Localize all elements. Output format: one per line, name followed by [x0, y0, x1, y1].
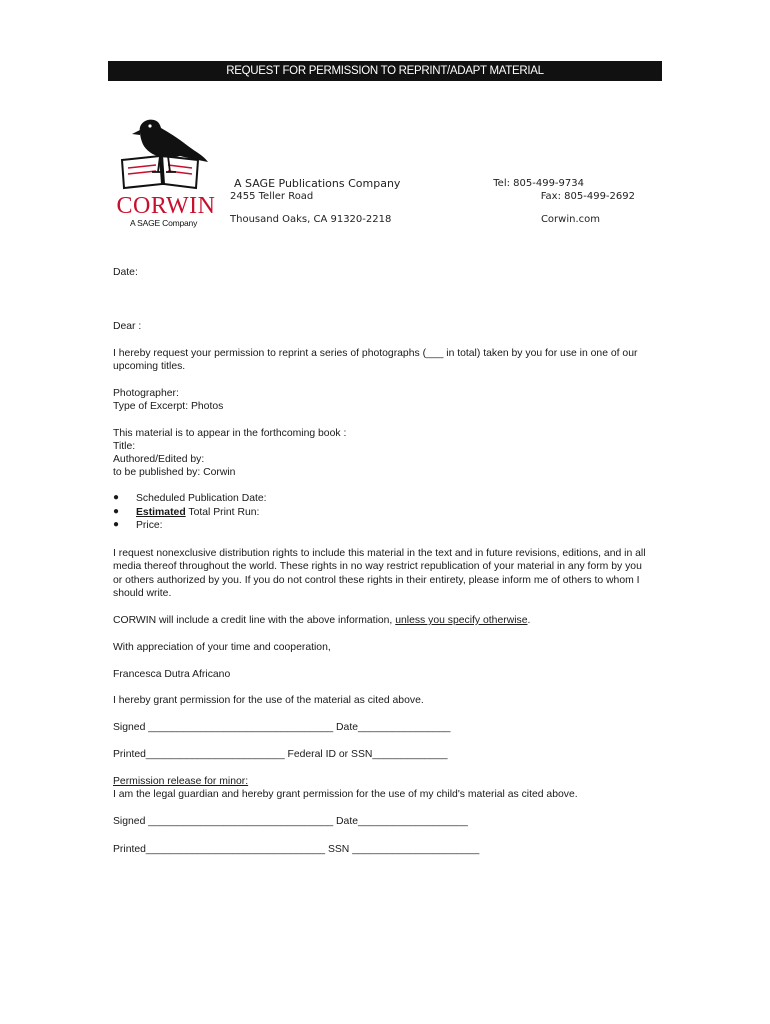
price-label: Price:: [136, 520, 163, 531]
bullet-icon: ●: [113, 519, 120, 530]
bullet-icon: ●: [113, 506, 120, 517]
book-title-label: Title:: [113, 441, 136, 452]
date-label: Date:: [113, 267, 138, 278]
publisher-line: to be published by: Corwin: [113, 467, 236, 478]
logo-wordmark: CORWIN: [116, 193, 216, 219]
publication-date-label: Scheduled Publication Date:: [136, 493, 267, 504]
credit-exception-text: unless you specify otherwise: [395, 615, 528, 626]
excerpt-type: Type of Excerpt: Photos: [113, 401, 224, 412]
printed-ssn-field[interactable]: Printed________________________ Federal ID or SSN_____________: [113, 749, 448, 760]
logo-tagline: A SAGE Company: [130, 218, 198, 228]
guardian-signature-date-field[interactable]: Signed ________________________________ Date___________________: [113, 816, 468, 827]
print-run-line: [136, 507, 259, 518]
credit-line: [113, 614, 530, 627]
website: Corwin.com: [540, 214, 600, 225]
signature-date-field[interactable]: Signed ________________________________ Date________________: [113, 722, 451, 733]
bullet-icon: ●: [113, 492, 120, 503]
photographer-label: Photographer:: [113, 388, 179, 399]
guardian-printed-ssn-field[interactable]: Printed_______________________________ SSN ______________________: [113, 844, 480, 855]
document-title: REQUEST FOR PERMISSION TO REPRINT/ADAPT MATERIAL: [108, 61, 662, 81]
appear-intro: This material is to appear in the forthcoming book :: [113, 428, 347, 439]
print-run-label: Total Print Run:: [185, 507, 260, 518]
credit-period: .: [527, 615, 531, 626]
telephone: Tel: 805-499-9734: [493, 178, 584, 189]
address-line-1: 2455 Teller Road: [230, 191, 314, 202]
estimated-label: Estimated: [136, 507, 186, 518]
corwin-logo: [108, 112, 220, 230]
grant-statement: I hereby grant permission for the use of the material as cited above.: [113, 695, 424, 706]
fax: Fax: 805-499-2692: [540, 191, 635, 202]
authored-label: Authored/Edited by:: [113, 454, 205, 465]
minor-heading: Permission release for minor:: [113, 776, 249, 787]
closing-line: With appreciation of your time and cooperation,: [113, 642, 331, 653]
company-name: A SAGE Publications Company: [234, 177, 401, 190]
address-line-2: Thousand Oaks, CA 91320-2218: [230, 214, 392, 225]
credit-text: CORWIN will include a credit line with the above information,: [113, 615, 396, 626]
rights-paragraph: I request nonexclusive distribution rights to include this material in the text and in future revisions, editions, and in all media thereof throughout the world. These rights in no way restrict republication of your material in any form by you or others authorized by you. If you do not control these rights in their entirety, please inform me of others to whom I should write.: [113, 548, 646, 599]
salutation: Dear :: [113, 321, 142, 332]
raven-on-book-icon: [108, 112, 220, 196]
request-paragraph: I hereby request your permission to reprint a series of photographs (___ in total) taken by you for use in one of our upcoming titles.: [113, 348, 638, 373]
signer-name: Francesca Dutra Africano: [113, 669, 231, 680]
minor-statement: I am the legal guardian and hereby grant permission for the use of my child's material as cited above.: [113, 789, 578, 800]
